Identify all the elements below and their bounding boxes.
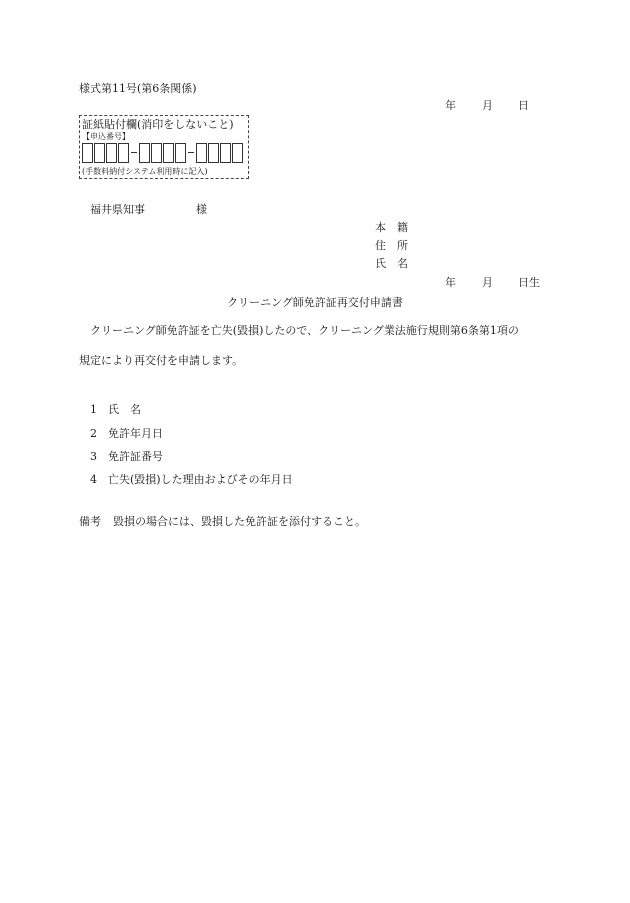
body-text-line1: クリーニング師免許証を亡失(毀損)したので、クリーニング業法施行規則第6条第1項の — [90, 324, 519, 337]
date-month-label: 月 — [482, 99, 493, 112]
stamp-area-title: 証紙貼付欄(消印をしないこと) — [82, 118, 234, 131]
date-day-label: 日 — [518, 99, 529, 112]
application-number-label: 【申込番号】 — [82, 132, 130, 141]
separator-dash — [131, 152, 137, 153]
form-number: 様式第11号(第6条関係) — [79, 82, 197, 95]
digit-box[interactable] — [118, 143, 129, 163]
item-number: 3 — [90, 450, 97, 463]
address-label: 住 所 — [375, 239, 408, 252]
addressee-name: 福井県知事 — [90, 203, 145, 216]
item-label: 免許証番号 — [108, 450, 163, 463]
digit-box[interactable] — [94, 143, 105, 163]
honseki-label: 本 籍 — [375, 221, 408, 234]
digit-box[interactable] — [175, 143, 186, 163]
digit-box[interactable] — [220, 143, 231, 163]
applicant-name-label: 氏 名 — [375, 257, 408, 270]
item-label: 氏 名 — [108, 403, 141, 416]
birth-year-label: 年 — [445, 276, 456, 289]
digit-box[interactable] — [151, 143, 162, 163]
remarks-label: 備考 — [79, 515, 101, 528]
date-year-label: 年 — [445, 99, 456, 112]
digit-box[interactable] — [82, 143, 93, 163]
digit-box[interactable] — [196, 143, 207, 163]
birth-month-label: 月 — [482, 276, 493, 289]
remarks-text: 毀損の場合には、毀損した免許証を添付すること。 — [113, 515, 366, 528]
separator-dash — [188, 152, 194, 153]
item-number: 2 — [90, 427, 97, 440]
item-number: 1 — [90, 403, 97, 416]
item-label: 免許年月日 — [108, 427, 163, 440]
item-label: 亡失(毀損)した理由およびその年月日 — [108, 473, 293, 486]
item-number: 4 — [90, 473, 97, 486]
birth-day-label: 日生 — [518, 276, 540, 289]
body-text-line2: 規定により再交付を申請します。 — [79, 354, 244, 367]
addressee-honorific: 様 — [196, 203, 207, 216]
digit-box[interactable] — [232, 143, 243, 163]
digit-box[interactable] — [106, 143, 117, 163]
digit-box[interactable] — [139, 143, 150, 163]
digit-box[interactable] — [208, 143, 219, 163]
stamp-area-note: (手数料納付システム利用時に記入) — [82, 167, 208, 176]
document-title: クリーニング師免許証再交付申請書 — [227, 296, 403, 309]
digit-box[interactable] — [163, 143, 174, 163]
